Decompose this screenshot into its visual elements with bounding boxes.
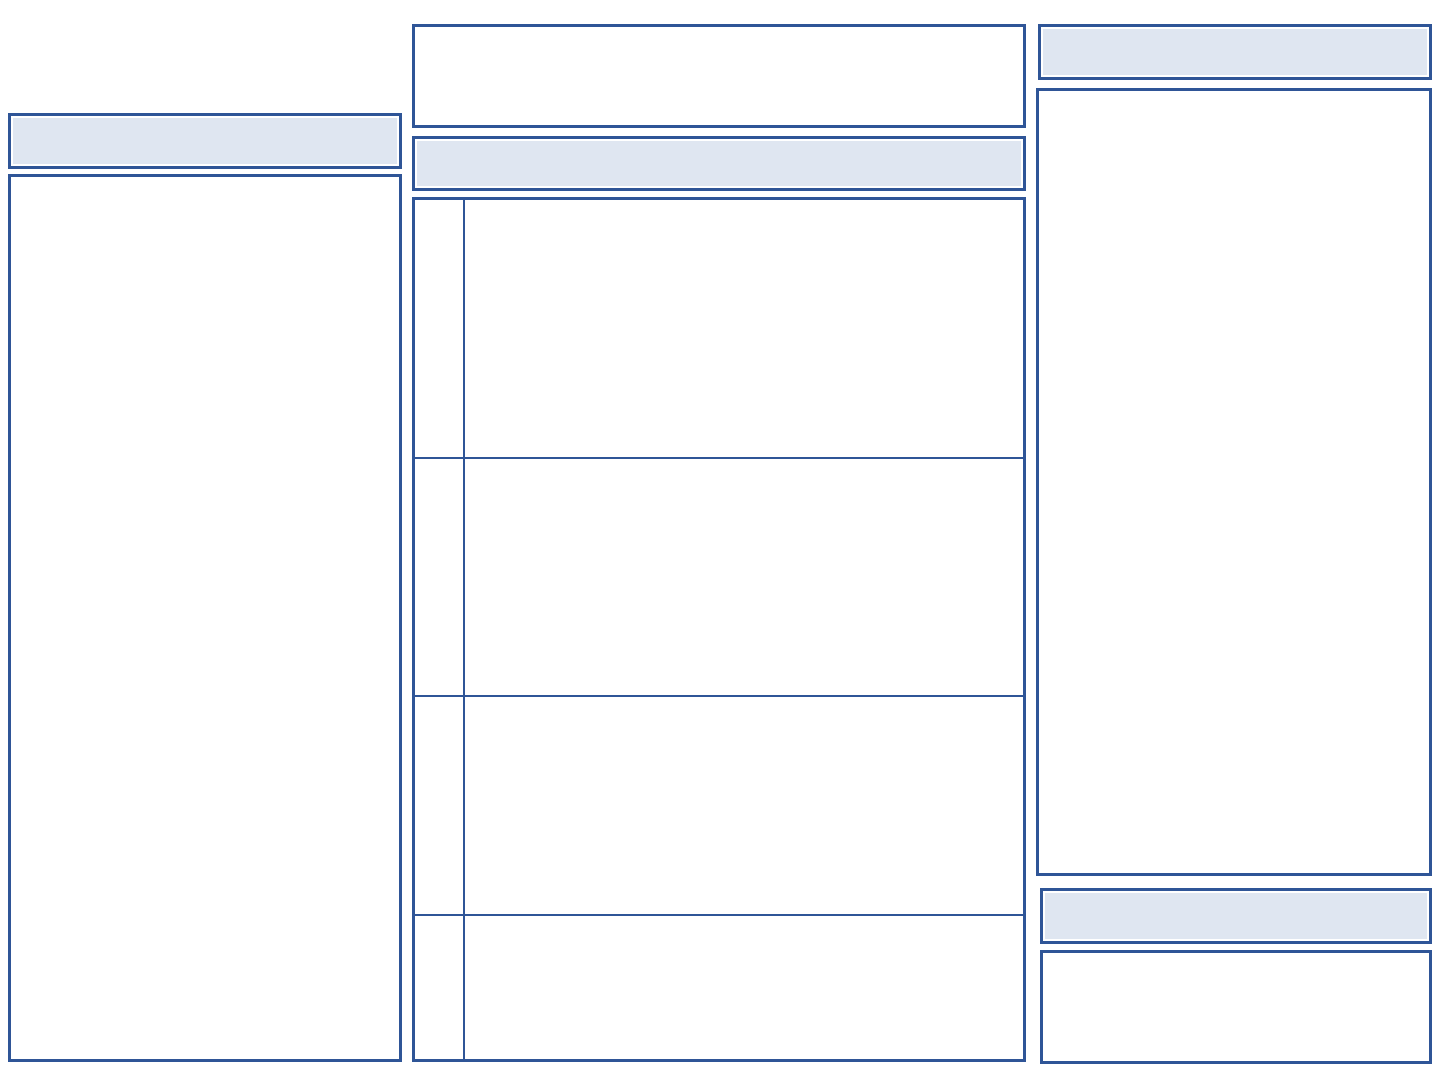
views-table xyxy=(412,197,1026,1062)
key-terms-panel xyxy=(8,174,402,1062)
marxist-label-cell xyxy=(415,459,465,695)
marxist-row xyxy=(415,457,1023,695)
key-terms-header xyxy=(8,113,402,169)
diversity-table xyxy=(1036,88,1432,876)
page-title xyxy=(412,24,1026,128)
views-header xyxy=(412,136,1026,191)
alternatives-header xyxy=(1040,888,1432,944)
feminist-text xyxy=(477,704,1013,714)
new-right-row xyxy=(415,914,1023,1059)
functionalist-text xyxy=(477,207,1013,217)
new-right-label-cell xyxy=(415,916,465,1059)
marxist-text xyxy=(477,466,1013,476)
functionalist-row xyxy=(415,200,1023,457)
functionalist-label-cell xyxy=(415,200,465,457)
feminist-row xyxy=(415,695,1023,914)
alternatives-panel xyxy=(1040,950,1432,1064)
diversity-header xyxy=(1038,24,1432,80)
feminist-label-cell xyxy=(415,697,465,914)
